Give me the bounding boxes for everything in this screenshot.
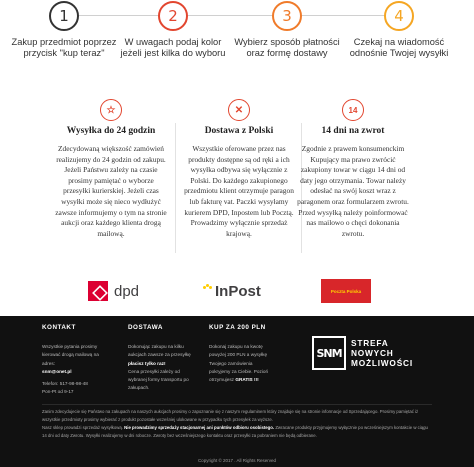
legal-tail: Zwracane produkty przyjmujemy wyłącznie po wcześniejszym kontakcie w ciągu 14 dni od daty Zwrotu. Wysyłki realizujemy w dni robocze. Zwroty bez wcześniejszego kontaktu oraz przesyłki za pobraniem nie będą odbierane. <box>42 425 428 438</box>
legal-paragraph: Zanim zdecydujecie się Państwo na zakupach na naszych aukcjach prosimy o zapoznanie się z naszym regulaminem który znajduje się na stronie informacje od Sprzedającego. Prosimy pamiętać iż wszystkie przedmioty prosimy wybierać z produkt pozostałe wcześniej ulokowane w przypadku tych przesyłek za wyższe. <box>42 409 419 422</box>
footer-body <box>42 343 112 397</box>
step-text-4: Czekaj na wiadomość odnośnie Twojej wysyłki <box>349 37 449 58</box>
poczta-polska-text: Poczta Polska <box>330 288 362 294</box>
dostawa-highlight: płacisz tylko raz! <box>128 360 166 366</box>
snm-logo-line: STREFA <box>351 338 389 348</box>
step-2 <box>115 0 231 59</box>
step-text-3: Wybierz sposób płatności oraz formę dostawy <box>234 37 340 58</box>
footer-divider <box>42 404 432 405</box>
copyright: Copyright © 2017 . All Rights Reserved <box>197 458 277 463</box>
snm-logo-mark: SNM <box>312 336 346 370</box>
inpost-logo-text: InPost <box>215 282 261 300</box>
tools-icon: ✕ <box>228 99 250 121</box>
contact-intro: Wszystkie pytania prosimy kierować drogą mailową na adres: <box>42 344 99 366</box>
inpost-logo <box>203 274 261 308</box>
step-number-3: 3 <box>272 1 302 31</box>
footer-col-kontakt <box>42 324 112 397</box>
dostawa-text-more: Cena przesyłki zależy od wybranej formy transportu po zakupach. <box>128 368 189 391</box>
kup-text: Dokonaj zakupu na kwotę powyżej 200 PLN a wysyłkę Twojego zamówienia pokryjemy za Ciebie. Pozioń otrzymujesz <box>209 344 269 383</box>
dpd-logo-text: dpd <box>114 282 140 300</box>
legal-lead: Nasz sklep prowadzi sprzedaż wysyłkową. <box>42 425 123 430</box>
contact-hours: Pon-Pt od 9-17 <box>42 389 74 395</box>
footer-col-dostawa <box>128 324 194 393</box>
feature-title: Wysyłka do 24 godzin <box>66 126 156 136</box>
feature-14-day-return <box>297 93 409 239</box>
footer-heading: KONTAKT <box>42 324 76 331</box>
legal-bold: Nie prowadzimy sprzedaży stacjonarnej ani punktów odbioru osobistego. <box>124 425 275 430</box>
footer-heading: KUP ZA 200 PLN <box>209 324 266 331</box>
step-3 <box>229 0 345 59</box>
footer <box>0 316 474 467</box>
footer-body <box>209 343 275 384</box>
snm-logo-line: NOWYCH <box>351 348 394 358</box>
carrier-logos <box>0 264 474 316</box>
step-number-1: 1 <box>49 1 79 31</box>
dostawa-text: Dokonując zakupu na kilku aukcjach zawsze za przesyłkę <box>128 344 191 358</box>
feature-delivery-poland <box>183 93 295 239</box>
footer-legal-text <box>42 408 432 440</box>
feature-text: Zgodnie z prawem konsumenckim Kupujący ma prawo zwrócić zakupiony towar w ciągu 14 dni od daty jego otrzymania. Towar należy odesłać na swój koszt wraz z paragonem oraz formularzem zwrotu. Przed wysyłką należy poinformować nas mailowo o chęci dokonania zwrotu. <box>297 144 409 238</box>
step-4 <box>341 0 457 59</box>
step-text-2: W uwagach podaj kolor jeżeli jest kilka do wyboru <box>120 37 226 58</box>
footer-body <box>128 343 194 393</box>
legal-paragraph <box>42 424 432 440</box>
order-steps <box>0 0 474 92</box>
dpd-cube-icon <box>88 281 108 301</box>
step-number-2: 2 <box>158 1 188 31</box>
star-badge-icon: ☆ <box>100 99 122 121</box>
footer-col-kup-za-200 <box>209 324 275 384</box>
step-number-4: 4 <box>384 1 414 31</box>
footer-heading: DOSTAWA <box>128 324 163 331</box>
kup-highlight: GRATIS !!! <box>235 377 259 383</box>
snm-logo-words <box>351 338 413 368</box>
snm-logo-line: MOŻLIWOŚCI <box>351 358 413 368</box>
features-section <box>0 93 474 264</box>
inpost-dots-icon <box>203 284 213 298</box>
contact-phone: Telefon: 517-98-98-48 <box>42 381 88 387</box>
feature-shipping-24h <box>55 93 167 239</box>
feature-text: Zdecydowaną większość zamówień realizujemy do 24 godzin od zakupu. Jeżeli Państwu zależy na czasie prosimy pamiętać o wyborze przesyłki kurierskiej. Jeżeli czas wysyłki może się nieco wydłużyć zawsze informujemy o tym na stronie aukcji oraz każdego klienta drogą mailową. <box>55 144 167 238</box>
snm-logo[interactable] <box>312 334 428 372</box>
step-1 <box>6 0 122 59</box>
feature-divider <box>175 123 176 253</box>
fourteen-days-icon: 14 <box>342 99 364 121</box>
feature-title: 14 dni na zwrot <box>321 126 385 136</box>
poczta-polska-badge <box>321 279 371 303</box>
feature-text: Wszystkie oferowane przez nas produkty dostępne są od ręki a ich wysyłka odbywa się wyłącznie z Polski. Do każdego zakupionego przedmiotu klient otrzymuje paragon lub fakturę vat. Paczki wysyłamy kurierem DPD, Inpostem lub Pocztą. Prowadzimy wyłącznie sprzedaż krajową. <box>184 144 294 238</box>
step-text-1: Zakup przedmiot poprzez przycisk "kup teraz" <box>11 37 117 58</box>
contact-email[interactable]: snm@onet.pl <box>42 368 72 374</box>
dpd-logo <box>88 274 139 308</box>
feature-title: Dostawa z Polski <box>204 126 274 136</box>
poczta-polska-logo <box>321 274 371 308</box>
